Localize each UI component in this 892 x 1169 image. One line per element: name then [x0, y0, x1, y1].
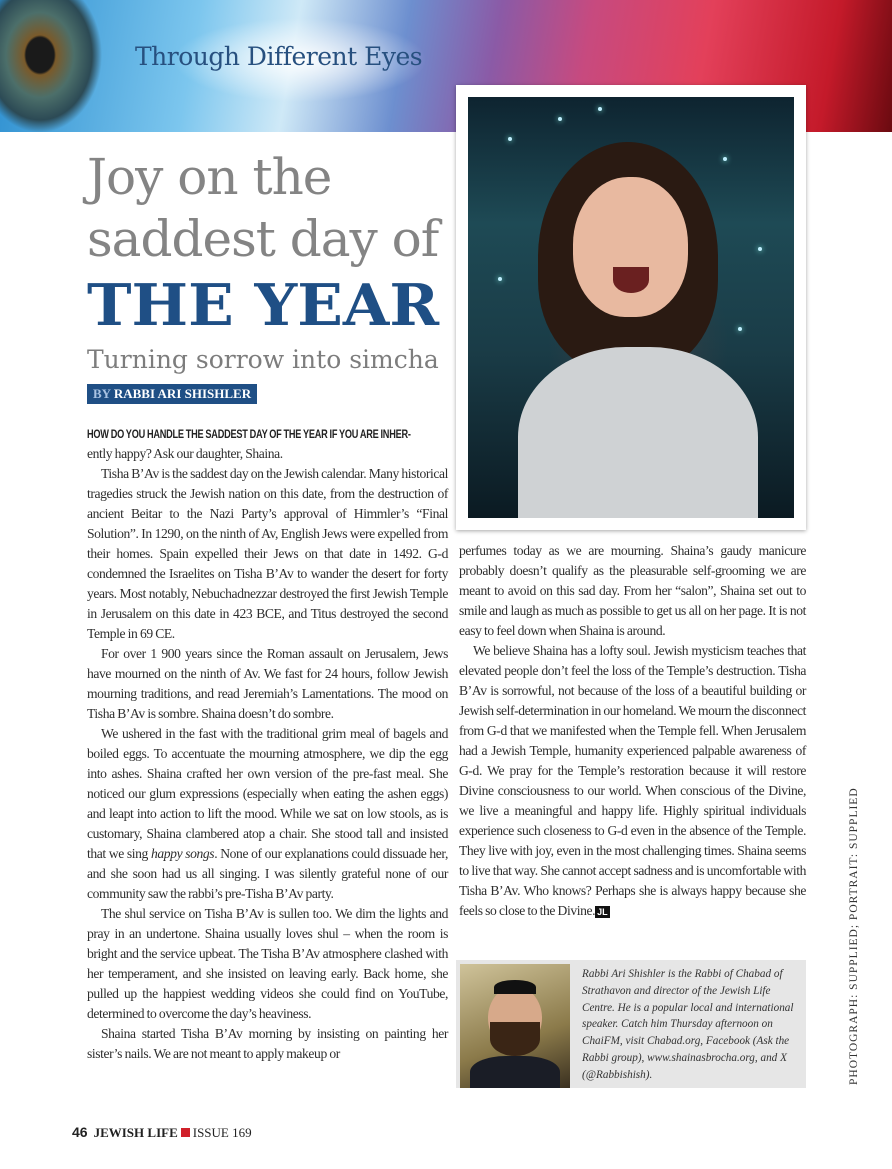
feature-photo-frame — [456, 85, 806, 530]
author-bio-text: Rabbi Ari Shishler is the Rabbi of Chabad of Strathavon and director of the Jewish Life Centre. He is a popular local and international speaker. Catch him Thursday afternoon on ChaiFM, visit Chabad.org, Facebook (Ask the Rabbi group), www.shainasbrocha.org, and X (@Rabbishish). — [582, 968, 794, 1081]
author-bio-box — [456, 960, 806, 1088]
paragraph — [459, 641, 806, 921]
byline-by: BY — [93, 386, 111, 401]
paragraph-italic: happy songs — [150, 846, 215, 861]
paragraph: perfumes today as we are mourning. Shaina’s gaudy manicure probably doesn’t qualify as the pleasurable self-grooming we are meant to avoid on this sad day. From her “salon”, Shaina set out to smile and laugh as much as possible to get us all on her page. It is not easy to feel down when Shaina is around. — [459, 543, 806, 638]
paragraph: ently happy? Ask our daughter, Shaina. — [87, 446, 283, 461]
end-mark-logo: JL — [597, 907, 608, 917]
paragraph-text: We ushered in the fast with the traditional grim meal of bagels and boiled eggs. To accentuate the mourning atmosphere, we dip the egg into ashes. Shaina crafted her own version of the pre-fast meal. She noticed our glum expressions (especially when eating the ashen eggs) and leapt into action to lift the mood. While we sat on low stools, as is customary, Shaina clambered atop a chair. She stood tall and insisted that we sing — [87, 726, 448, 861]
paragraph: The shul service on Tisha B’Av is sullen too. We dim the lights and pray in an undertone. Shaina usually loves shul – when the room is bright and the service upbeat. The Tisha B’Av atmosphere clashed with her temperament, and she insisted on leaving early. Back home, she pulled up the happiest wedding videos she could find on YouTube, determined to overcome the day’s heaviness. — [87, 906, 448, 1021]
author-portrait — [460, 964, 570, 1088]
paragraph-text: . None of our explanations could dissuade her, and she soon had us all singing. I was silently grateful none of our community saw the rabbi’s pre-Tisha B’Av party. — [87, 846, 449, 901]
article-column-right — [459, 541, 806, 921]
magazine-name: JEWISH LIFE — [93, 1125, 178, 1140]
section-title: Through Different Eyes — [135, 42, 423, 71]
headline-line-3: THE YEAR — [87, 272, 440, 339]
paragraph: For over 1 900 years since the Roman assault on Jerusalem, Jews have mourned on the ninth of Av. We fast for 24 hours, follow Jewish mourning traditions, and read Jeremiah’s Lamentations. The mood on Tisha B’Av is sombre. Shaina doesn’t do sombre. — [87, 646, 448, 721]
headline — [87, 146, 447, 270]
paragraph: Shaina started Tisha B’Av morning by insisting on painting her sister’s nails. We are not meant to apply makeup or — [87, 1026, 448, 1061]
headline-line-1: Joy on the — [87, 148, 332, 206]
photo-credit: PHOTOGRAPH: SUPPLIED; PORTRAIT: SUPPLIED — [848, 787, 860, 1085]
paragraph: Tisha B’Av is the saddest day on the Jewish calendar. Many historical tragedies struck the Jewish nation on this date, from the destruction of ancient Beitar to the Nazi Party’s approval of Himmler’s “Final Solution”. In 1290, on the ninth of Av, English Jews were expelled from their homes. Spain expelled their Jews on that date in 1492. G-d condemned the Israelites on Tisha B’Av to wander the desert for forty years. Most notably, Nebuchadnezzar destroyed the first Jewish Temple in Jerusalem on this date in 423 BCE, and Titus destroyed the second Temple in 69 CE. — [87, 466, 448, 641]
paragraph-text: We believe Shaina has a lofty soul. Jewish mysticism teaches that elevated people don’t feel the loss of the Temple’s destruction. Tisha B’Av is sorrowful, not because of the loss of a beautiful building or Jewish self-determination in our homeland. We mourn the disconnect from G-d that we manifested when the Temple fell. When Jerusalem had a Jewish Temple, humanity experienced palpable awareness of G-d. We pray for the Temple’s restoration because it will restore Divine consciousness to our world. When conscious of the Divine, we live a meaningful and happy life. Highly spiritual individuals experience such closeness to G-d even in the absence of the Temple. They live with joy, even in the most challenging times. Shaina seems to live that way. She cannot accept sadness and is uncomfortable with Tisha B’Av. Who knows? Perhaps she is always happy because she feels so close to the Divine. — [459, 643, 806, 918]
headline-line-2: saddest day of — [87, 210, 439, 268]
footer-square-icon — [181, 1128, 190, 1137]
subheadline: Turning sorrow into simcha — [87, 345, 439, 374]
article-column-left — [87, 424, 448, 1064]
page-footer — [72, 1124, 252, 1141]
byline — [87, 384, 257, 404]
feature-photo-girl-laughing — [468, 97, 794, 518]
article-lead-in: HOW DO YOU HANDLE THE SADDEST DAY OF THE YEAR IF YOU ARE INHER- — [87, 427, 411, 441]
paragraph — [87, 724, 448, 904]
byline-author: RABBI ARI SHISHLER — [113, 386, 252, 401]
issue-number: ISSUE 169 — [192, 1125, 252, 1140]
page-number: 46 — [72, 1124, 88, 1140]
